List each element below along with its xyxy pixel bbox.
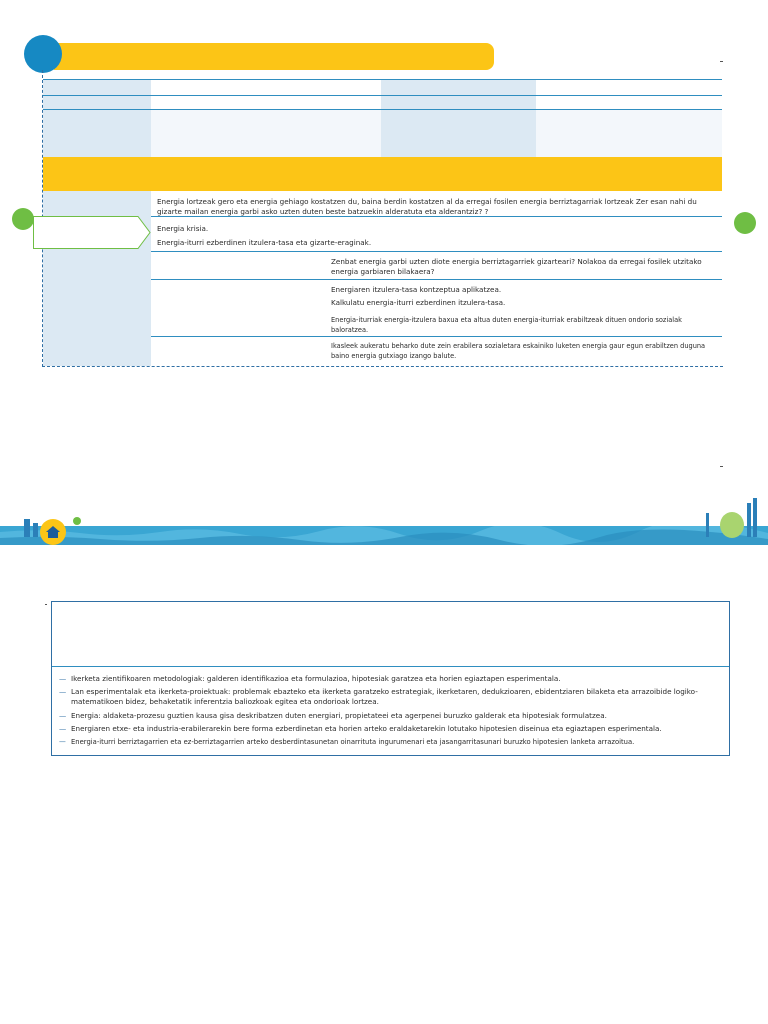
table-cell xyxy=(381,96,536,109)
list-item: — Energia-iturri berriztagarrien eta ez-berriztagarrien arteko desberdintasunetan oinarrituta ingurumenari eta jasangarritasunari buruzko hipotesien lanketa arrazoitua. xyxy=(59,738,635,746)
content-text: Energia-iturri ezberdinen itzulera-tasa eta gizarte-eraginak. xyxy=(157,238,372,247)
table-cell xyxy=(151,110,381,157)
circle-green-icon xyxy=(734,212,756,234)
tree-icon xyxy=(720,512,744,538)
title-bar xyxy=(54,43,494,70)
bar-decoration xyxy=(747,503,751,537)
task-text: Ikasleek aukeratu beharko dute zein erabilera sozialetara eskainiko luketen energia gaur egun erabiltzen duguna baino energia gutxiago izango balute. xyxy=(331,342,706,360)
question-text: Energia lortzeak gero eta energia gehiago kostatzen du, baina berdin kostatzen al da erregai fosilen energia berriztagarriak lortzeak Zer esan nahi du gizarte mailan energia garbi asko uzten duten beste batzuekin alderatuta eta alderantziz? ? xyxy=(157,197,697,216)
task-text: Energiaren itzulera-tasa kontzeptua aplikatzea. xyxy=(331,285,502,294)
criteria-divider xyxy=(52,666,729,667)
question-text: Zenbat energia garbi uzten diote energia berriztagarriek gizarteari? Nolakoa da erregai fosilek utzitako energia garbiaren bilakaera? xyxy=(331,257,702,276)
page-mark xyxy=(720,61,723,62)
circle-green-icon xyxy=(12,208,34,230)
page-mark xyxy=(45,604,47,605)
house-icon xyxy=(40,519,66,545)
circle-blue-icon xyxy=(24,35,62,73)
list-item: — Ikerketa zientifikoaren metodologiak: galderen identifikazioa eta formulazioa, hipotesiak garatzea eta horien egiaztapen esperimentala. xyxy=(59,674,561,683)
bar-decoration xyxy=(706,513,709,537)
wave-strip-decoration xyxy=(0,526,768,545)
table-cell xyxy=(43,96,151,109)
page-mark xyxy=(720,466,723,467)
table-rule xyxy=(151,251,722,252)
bar-decoration xyxy=(24,519,30,537)
task-text: Energia-iturriak energia-itzulera baxua eta altua duten energia-iturriak erabiltzeak dituen ondorio sozialak baloratzea. xyxy=(331,316,682,334)
table-cell xyxy=(381,80,536,95)
list-item: — Energiaren etxe- eta industria-erabilerarekin bere forma ezberdinetan eta horien arteko eraldaketarekin lotutako hipotesien diseinua eta egiaztapen esperimentala. xyxy=(59,724,662,733)
section-band xyxy=(43,157,722,191)
task-text: Kalkulatu energia-iturri ezberdinen itzulera-tasa. xyxy=(331,298,506,307)
circle-green-icon xyxy=(73,517,81,525)
table-rule xyxy=(151,336,722,337)
arrow-label-box xyxy=(33,216,151,249)
table-cell xyxy=(43,80,151,95)
list-item: — Lan esperimentalak eta ikerketa-proiektuak: problemak ebazteko eta ikerketa garatzeko estrategiak, ikerketaren, dedukzioaren, ebidentziaren bilaketa eta arrazoibide logiko-matematikoen bidez, behaketatik inferentzia baliozkoak egitea eta ondorioak lortzea. xyxy=(59,687,698,706)
table-cell xyxy=(381,110,536,157)
content-text: Energia krisia. xyxy=(157,224,209,233)
table-cell xyxy=(43,110,151,157)
criteria-list xyxy=(59,674,719,750)
bar-decoration xyxy=(33,523,38,537)
table-rule xyxy=(151,279,722,280)
table-cell xyxy=(536,110,722,157)
list-item: — Energia: aldaketa-prozesu guztien kausa gisa deskribatzen duten energiari, propietateei eta agerpenei buruzko galderak eta hipotesiak formulatzea. xyxy=(59,711,607,720)
bar-decoration xyxy=(753,498,757,537)
